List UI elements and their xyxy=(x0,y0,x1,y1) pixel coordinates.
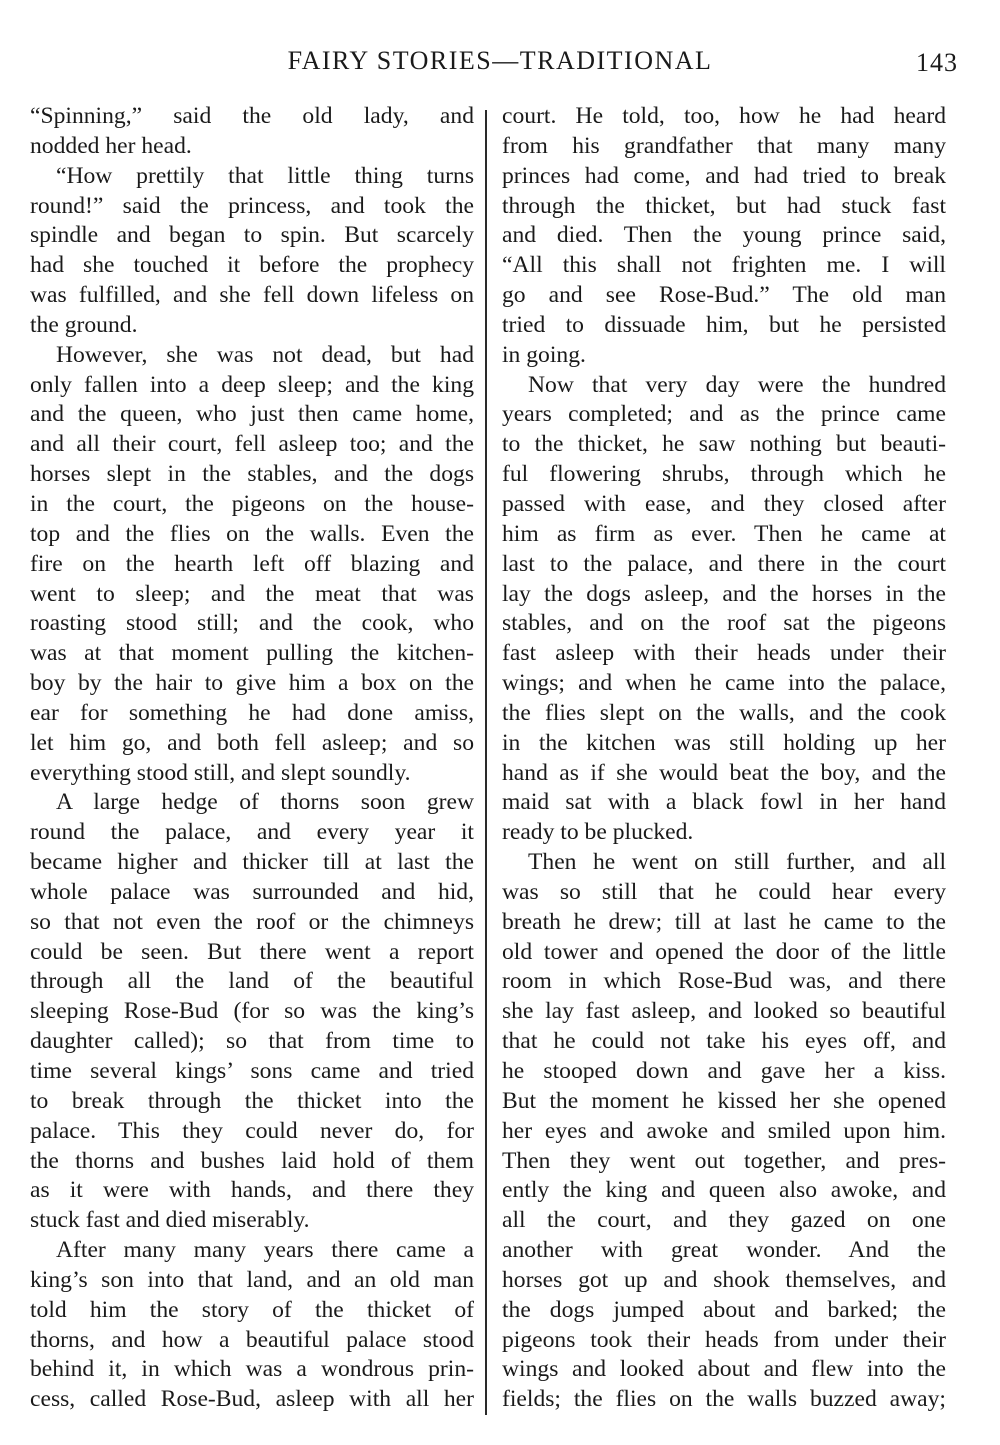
page-number: 143 xyxy=(916,48,958,77)
text-line: the thorns and bushes laid hold of them xyxy=(30,1147,474,1174)
text-line: ful flowering shrubs, through which he xyxy=(502,461,946,488)
text-line: another with great wonder. And the xyxy=(502,1237,946,1264)
text-line: daughter called); so that from time to xyxy=(30,1028,474,1055)
text-line: let him go, and both fell asleep; and so xyxy=(30,729,474,756)
text-line: all the court, and they gazed on one xyxy=(502,1207,946,1234)
text-line: Then he went on still further, and all xyxy=(528,849,946,876)
text-line: A large hedge of thorns soon grew xyxy=(56,789,474,816)
text-line: stables, and on the roof sat the pigeons xyxy=(502,610,946,637)
text-line: However, she was not dead, but had xyxy=(56,341,474,368)
text-line: maid sat with a black fowl in her hand xyxy=(502,789,946,816)
text-line: had she touched it before the prophecy xyxy=(30,252,474,279)
text-line: her eyes and awoke and smiled upon him. xyxy=(502,1117,946,1144)
text-line: hand as if she would beat the boy, and the xyxy=(502,759,946,786)
text-line: “How prettily that little thing turns xyxy=(56,162,474,189)
text-line: Then they went out together, and pres- xyxy=(502,1147,946,1174)
text-line: room in which Rose-Bud was, and there xyxy=(502,968,946,995)
text-line: time several kings’ sons came and tried xyxy=(30,1058,474,1084)
text-line: that he could not take his eyes off, and xyxy=(502,1028,946,1055)
text-line: ready to be plucked. xyxy=(502,819,694,846)
text-line: round the palace, and every year it xyxy=(30,819,474,846)
text-line: so that not even the roof or the chimneys xyxy=(30,908,474,935)
text-line: fast asleep with their heads under their xyxy=(502,640,946,667)
text-line: he stooped down and gave her a kiss. xyxy=(502,1058,946,1084)
text-line: lay the dogs asleep, and the horses in the xyxy=(502,580,946,607)
text-line: whole palace was surrounded and hid, xyxy=(30,878,474,905)
text-line: ear for something he had done amiss, xyxy=(30,699,474,726)
text-line: wings and looked about and flew into the xyxy=(502,1356,946,1383)
left-column xyxy=(30,102,474,1415)
text-line: as it were with hands, and there they xyxy=(30,1177,474,1204)
text-line: After many many years there came a xyxy=(56,1237,474,1264)
text-line: horses got up and shook themselves, and xyxy=(502,1266,946,1293)
text-line: wings; and when he came into the palace, xyxy=(502,670,946,697)
text-line: palace. This they could never do, for xyxy=(30,1117,474,1144)
text-line: from his grandfather that many many xyxy=(502,132,946,159)
text-line: and died. Then the young prince said, xyxy=(502,222,946,249)
text-line: in going. xyxy=(502,341,586,368)
text-line: everything stood still, and slept soundly. xyxy=(30,759,411,786)
text-line: in the kitchen was still holding up her xyxy=(502,729,946,756)
right-column xyxy=(502,102,946,1415)
text-line: to the thicket, he saw nothing but beauti- xyxy=(502,431,946,458)
text-line: told him the story of the thicket of xyxy=(30,1296,474,1323)
text-line: to break through the thicket into the xyxy=(30,1087,474,1114)
text-line: “Spinning,” said the old lady, and xyxy=(30,103,474,129)
text-line: go and see Rose-Bud.” The old man xyxy=(502,282,946,309)
text-line: fields; the flies on the walls buzzed away; xyxy=(502,1386,946,1413)
text-line: top and the flies on the walls. Even the xyxy=(30,520,474,547)
text-line: was so still that he could hear every xyxy=(502,878,946,905)
text-line: became higher and thicker till at last the xyxy=(30,849,474,876)
running-title: FAIRY STORIES—TRADITIONAL xyxy=(287,46,713,75)
text-line: “All this shall not frighten me. I will xyxy=(502,252,946,279)
text-line: him as firm as ever. Then he came at xyxy=(502,520,946,547)
text-line: could be seen. But there went a report xyxy=(30,938,474,965)
text-line: king’s son into that land, and an old man xyxy=(30,1266,474,1293)
text-line: cess, called Rose-Bud, asleep with all her xyxy=(30,1386,474,1413)
text-line: But the moment he kissed her she opened xyxy=(502,1087,946,1114)
text-line: thorns, and how a beautiful palace stood xyxy=(30,1326,474,1353)
text-line: only fallen into a deep sleep; and the king xyxy=(30,371,474,398)
text-line: in the court, the pigeons on the house- xyxy=(30,490,474,517)
text-line: old tower and opened the door of the little xyxy=(502,938,946,965)
text-line: through all the land of the beautiful xyxy=(30,968,474,995)
text-line: the dogs jumped about and barked; the xyxy=(502,1296,946,1323)
text-line: last to the palace, and there in the court xyxy=(502,550,946,577)
text-line: passed with ease, and they closed after xyxy=(502,490,946,517)
text-line: horses slept in the stables, and the dogs xyxy=(30,461,474,488)
text-line: stuck fast and died miserably. xyxy=(30,1207,310,1234)
text-line: pigeons took their heads from under their xyxy=(502,1326,946,1353)
page-header xyxy=(0,46,1000,86)
text-line: behind it, in which was a wondrous prin- xyxy=(30,1356,474,1383)
text-line: was at that moment pulling the kitchen- xyxy=(30,640,474,667)
text-line: spindle and began to spin. But scarcely xyxy=(30,222,474,249)
text-line: the flies slept on the walls, and the cook xyxy=(502,699,946,726)
text-line: princes had come, and had tried to break xyxy=(502,162,946,189)
text-line: Now that very day were the hundred xyxy=(528,371,946,398)
text-line: and all their court, fell asleep too; and the xyxy=(30,431,474,458)
text-line: court. He told, too, how he had heard xyxy=(502,103,946,129)
text-line: tried to dissuade him, but he persisted xyxy=(502,311,946,338)
text-line: years completed; and as the prince came xyxy=(502,401,946,428)
text-line: was fulfilled, and she fell down lifeless on xyxy=(30,282,474,309)
text-line: boy by the hair to give him a box on the xyxy=(30,670,474,697)
text-line: ently the king and queen also awoke, and xyxy=(502,1177,946,1204)
text-line: the ground. xyxy=(30,311,138,338)
text-line: round!” said the princess, and took the xyxy=(30,192,474,219)
text-line: sleeping Rose-Bud (for so was the king’s xyxy=(30,998,474,1025)
text-line: and the queen, who just then came home, xyxy=(30,401,474,428)
text-line: nodded her head. xyxy=(30,132,192,159)
column-divider xyxy=(485,110,487,1415)
text-line: breath he drew; till at last he came to the xyxy=(502,908,946,935)
text-line: went to sleep; and the meat that was xyxy=(30,580,474,607)
text-line: roasting stood still; and the cook, who xyxy=(30,610,474,637)
text-line: fire on the hearth left off blazing and xyxy=(30,550,474,577)
text-line: through the thicket, but had stuck fast xyxy=(502,192,946,219)
text-line: she lay fast asleep, and looked so beautiful xyxy=(502,998,946,1025)
